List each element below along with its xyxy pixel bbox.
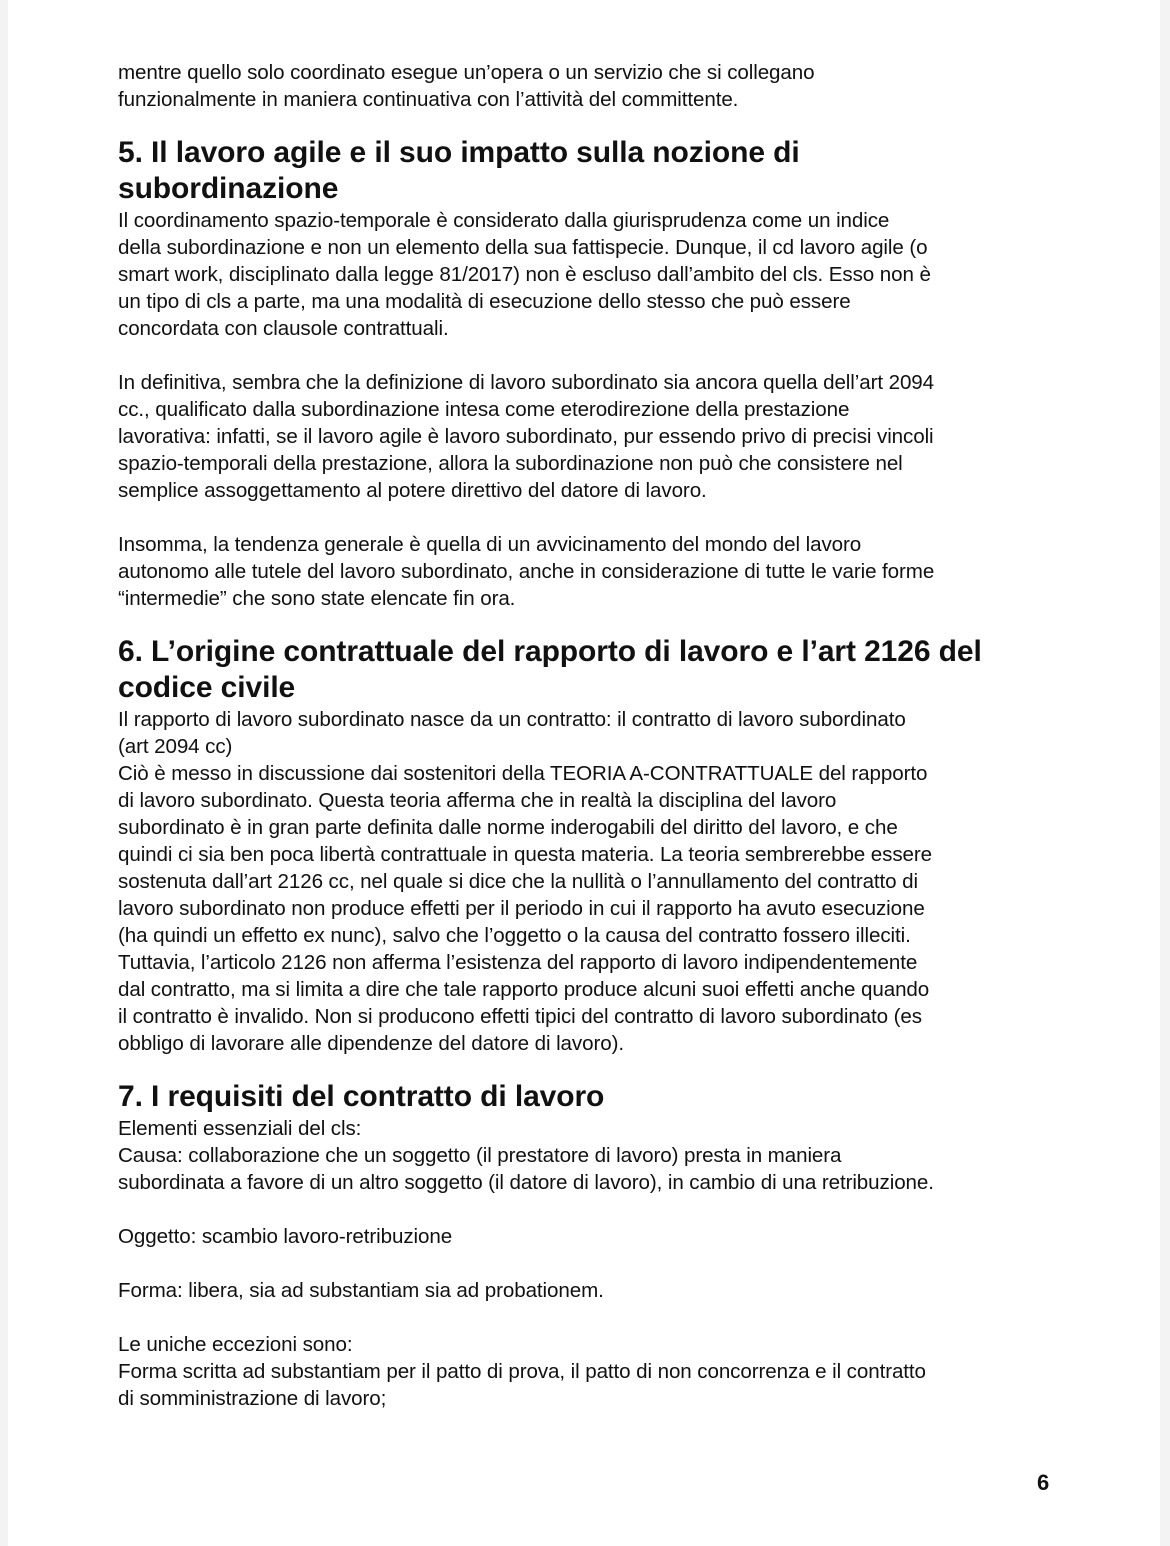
heading-line: codice civile bbox=[118, 671, 296, 704]
text-line: di lavoro subordinato. Questa teoria afferma che in realtà la disciplina del lavoro bbox=[118, 789, 837, 812]
heading-line: 7. I requisiti del contratto di lavoro bbox=[118, 1080, 605, 1113]
section-7-paragraph-1 bbox=[118, 1115, 1068, 1196]
section-7-heading bbox=[118, 1079, 1068, 1115]
heading-line: 6. L’origine contrattuale del rapporto di lavoro e l’art 2126 del bbox=[118, 635, 982, 668]
page-number: 6 bbox=[1037, 1470, 1050, 1495]
heading-line: 5. Il lavoro agile e il suo impatto sulla nozione di bbox=[118, 136, 800, 169]
text-line: concordata con clausole contrattuali. bbox=[118, 317, 449, 340]
text-line: sostenuta dall’art 2126 cc, nel quale si dice che la nullità o l’annullamento del contratto di bbox=[118, 870, 918, 893]
text-line: Causa: collaborazione che un soggetto (il prestatore di lavoro) presta in maniera bbox=[118, 1144, 842, 1167]
section-7-paragraph-2 bbox=[118, 1223, 1068, 1250]
text-line: Tuttavia, l’articolo 2126 non afferma l’esistenza del rapporto di lavoro indipendentemente bbox=[118, 951, 918, 974]
text-line: lavoro subordinato non produce effetti per il periodo in cui il rapporto ha avuto esecuzione bbox=[118, 897, 925, 920]
text-line: Le uniche eccezioni sono: bbox=[118, 1333, 353, 1356]
text-line: Insomma, la tendenza generale è quella di un avvicinamento del mondo del lavoro bbox=[118, 533, 862, 556]
section-5-paragraph-3 bbox=[118, 531, 1068, 612]
text-line: Oggetto: scambio lavoro-retribuzione bbox=[118, 1225, 453, 1248]
text-line: Il coordinamento spazio-temporale è considerato dalla giurisprudenza come un indice bbox=[118, 209, 890, 232]
text-line: Il rapporto di lavoro subordinato nasce da un contratto: il contratto di lavoro subordinato bbox=[118, 708, 906, 731]
document-page bbox=[8, 0, 1160, 1546]
text-line: subordinato è in gran parte definita dalle norme inderogabili del diritto del lavoro, e che bbox=[118, 816, 898, 839]
text-line: di somministrazione di lavoro; bbox=[118, 1387, 387, 1410]
text-line: (ha quindi un effetto ex nunc), salvo che l’oggetto o la causa del contratto fossero illeciti. bbox=[118, 924, 911, 947]
section-5-heading bbox=[118, 135, 1068, 207]
text-line: cc., qualificato dalla subordinazione intesa come eterodirezione della prestazione bbox=[118, 398, 850, 421]
text-line: un tipo di cls a parte, ma una modalità di esecuzione dello stesso che può essere bbox=[118, 290, 851, 313]
text-line: semplice assoggettamento al potere direttivo del datore di lavoro. bbox=[118, 479, 707, 502]
section-5-paragraph-1 bbox=[118, 207, 1068, 342]
section-5-paragraph-2 bbox=[118, 369, 1068, 504]
text-line: spazio-temporali della prestazione, allora la subordinazione non può che consistere nel bbox=[118, 452, 903, 475]
text-line: Forma scritta ad substantiam per il patto di prova, il patto di non concorrenza e il contratto bbox=[118, 1360, 926, 1383]
text-line: funzionalmente in maniera continuativa con l’attività del committente. bbox=[118, 88, 739, 111]
section-6-heading bbox=[118, 634, 1068, 706]
text-line: quindi ci sia ben poca libertà contrattuale in questa materia. La teoria sembrerebbe essere bbox=[118, 843, 932, 866]
text-line: lavorativa: infatti, se il lavoro agile è lavoro subordinato, pur essendo privo di precisi vincoli bbox=[118, 425, 934, 448]
text-line: In definitiva, sembra che la definizione di lavoro subordinato sia ancora quella dell’art 2094 bbox=[118, 371, 934, 394]
text-line: Ciò è messo in discussione dai sostenitori della TEORIA A-CONTRATTUALE del rapporto bbox=[118, 762, 928, 785]
text-line: Elementi essenziali del cls: bbox=[118, 1117, 362, 1140]
section-6-paragraph-1 bbox=[118, 706, 1068, 1057]
intro-paragraph bbox=[118, 59, 1068, 113]
section-7-paragraph-3 bbox=[118, 1277, 1068, 1304]
text-line: subordinata a favore di un altro soggetto (il datore di lavoro), in cambio di una retribuzione. bbox=[118, 1171, 934, 1194]
section-7-paragraph-4 bbox=[118, 1331, 1068, 1412]
text-line: obbligo di lavorare alle dipendenze del datore di lavoro). bbox=[118, 1032, 624, 1055]
text-line: mentre quello solo coordinato esegue un’opera o un servizio che si collegano bbox=[118, 61, 815, 84]
heading-line: subordinazione bbox=[118, 172, 339, 205]
text-line: “intermedie” che sono state elencate fin ora. bbox=[118, 587, 516, 610]
text-line: (art 2094 cc) bbox=[118, 735, 233, 758]
text-line: Forma: libera, sia ad substantiam sia ad probationem. bbox=[118, 1279, 604, 1302]
text-line: smart work, disciplinato dalla legge 81/2017) non è escluso dall’ambito del cls. Esso non è bbox=[118, 263, 931, 286]
text-line: della subordinazione e non un elemento della sua fattispecie. Dunque, il cd lavoro agile (o bbox=[118, 236, 928, 259]
text-line: il contratto è invalido. Non si producono effetti tipici del contratto di lavoro subordinato (es bbox=[118, 1005, 922, 1028]
page-content bbox=[118, 59, 1068, 1412]
text-line: autonomo alle tutele del lavoro subordinato, anche in considerazione di tutte le varie forme bbox=[118, 560, 935, 583]
text-line: dal contratto, ma si limita a dire che tale rapporto produce alcuni suoi effetti anche quando bbox=[118, 978, 930, 1001]
